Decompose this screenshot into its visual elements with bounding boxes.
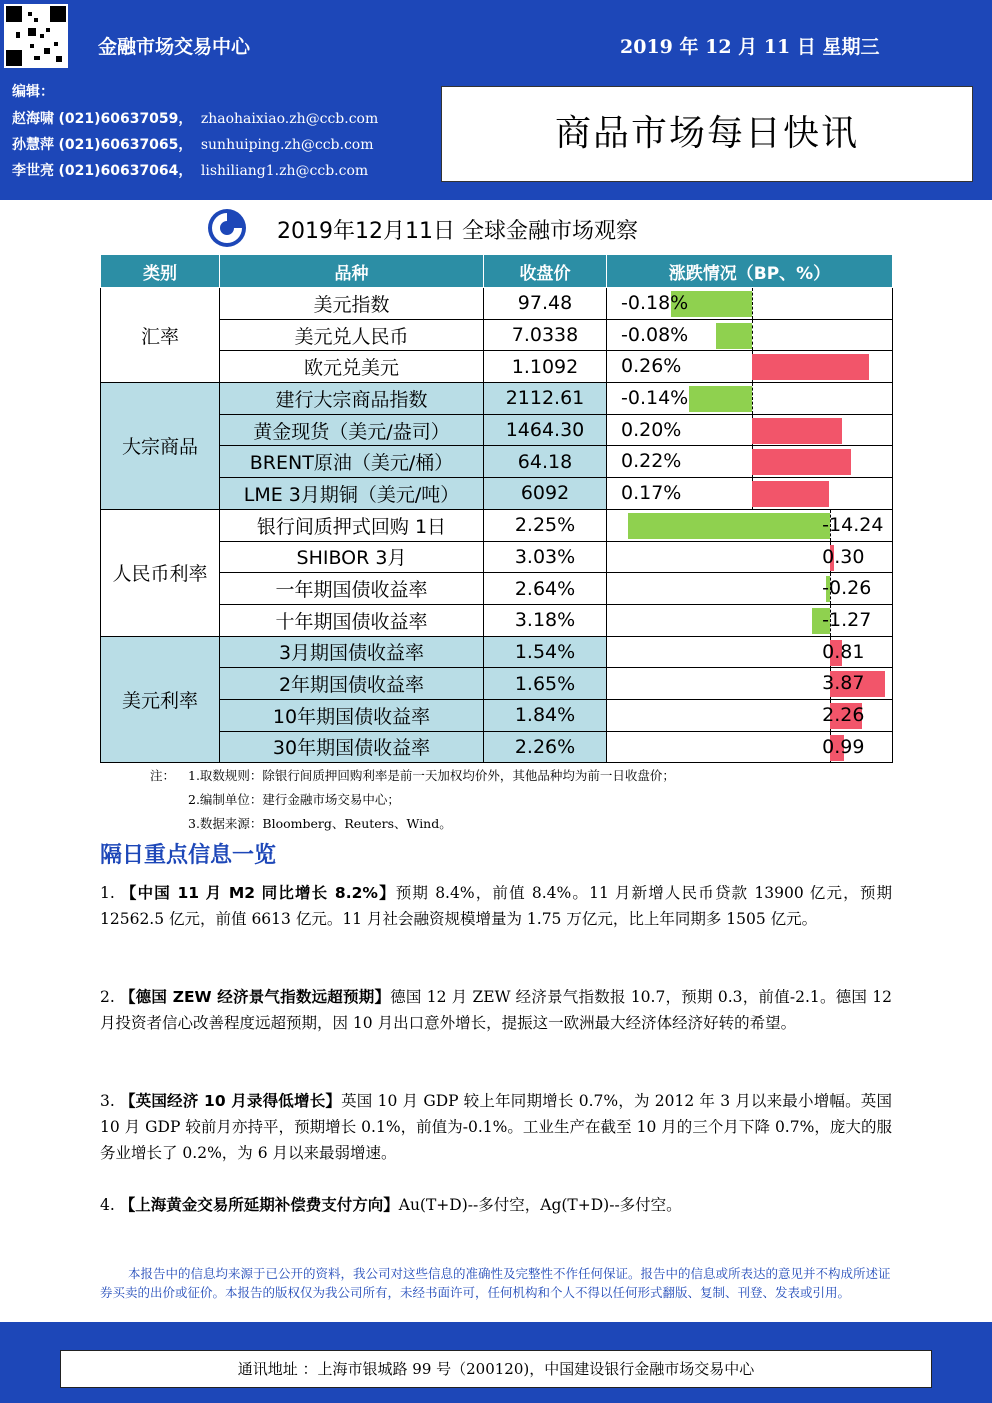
news-number: 4. (100, 1196, 115, 1214)
qr-module (30, 44, 34, 48)
news-headline: 【德国 ZEW 经济景气指数远超预期】 (119, 988, 391, 1006)
news-item (100, 1192, 892, 1218)
change-cell (607, 319, 893, 351)
change-cell (607, 383, 893, 415)
zero-axis (752, 383, 753, 414)
product-cell: LME 3月期铜（美元/吨） (220, 478, 484, 510)
change-value: 0.81 (822, 640, 865, 663)
news-item (100, 880, 892, 932)
category-cell: 汇率 (101, 288, 220, 383)
change-bar (716, 323, 752, 349)
change-cell (607, 636, 893, 668)
table-row (101, 509, 893, 541)
change-cell (607, 668, 893, 700)
report-title: 商品市场每日快讯 (554, 113, 859, 154)
qr-module (50, 6, 66, 22)
table-row (101, 383, 893, 415)
editor-email[interactable]: zhaohaixiao.zh@ccb.com (200, 111, 379, 127)
close-cell: 6092 (484, 478, 607, 510)
change-bar (752, 418, 842, 444)
editor-phone: (021)60637059， (58, 111, 193, 127)
qr-module (40, 34, 44, 38)
editor-email[interactable]: sunhuiping.zh@ccb.com (200, 137, 374, 153)
notes-lead: 注： (150, 768, 176, 783)
news-body: 英国 10 月 GDP 较上年同期增长 0.7%，为 2012 年 3 月以来最小增幅。英国 10 月 GDP 较前月亦持平，预期增长 0.1%，前值为-0.1%。工业生产在截至 10 月的三个月下降 0.7%，庞大的服务业增长了 0.2%，为 6 月以来最弱增速。 (100, 1092, 892, 1162)
change-value: 0.17% (621, 482, 682, 505)
qr-module (54, 42, 58, 46)
title-box (441, 86, 973, 182)
close-cell: 1.84% (484, 699, 607, 731)
change-bar (752, 354, 869, 380)
center-name: 金融市场交易中心 (98, 36, 251, 58)
market-title: 2019年12月11日 全球金融市场观察 (277, 219, 638, 244)
news-body: 德国 12 月 ZEW 经济景气指数报 10.7，预期 0.3，前值-2.1。德国 12 月投资者信心改善程度远超预期，因 10 月出口意外增长，提振这一欧洲最大经济体经济好转的希望。 (100, 988, 892, 1032)
change-value: -0.26 (822, 577, 872, 600)
change-value: -0.14% (621, 387, 689, 410)
product-cell: 建行大宗商品指数 (220, 383, 484, 415)
product-cell: 黄金现货（美元/盎司） (220, 414, 484, 446)
change-cell (607, 541, 893, 573)
category-cell: 人民币利率 (101, 509, 220, 636)
news-item (100, 984, 892, 1036)
qr-module (6, 50, 22, 66)
change-value: -14.24 (822, 513, 884, 536)
change-cell (607, 288, 893, 320)
close-cell: 2112.61 (484, 383, 607, 415)
qr-module (34, 18, 38, 22)
news-number: 1. (100, 884, 115, 902)
change-value: -1.27 (822, 608, 872, 631)
product-cell: BRENT原油（美元/桶） (220, 446, 484, 478)
note-item: 3.数据来源：Bloomberg、Reuters、Wind。 (188, 816, 452, 831)
product-cell: SHIBOR 3月 (220, 541, 484, 573)
close-cell: 1464.30 (484, 414, 607, 446)
bank-logo-icon (205, 208, 251, 248)
close-cell: 7.0338 (484, 319, 607, 351)
editor-line (12, 108, 378, 128)
table-header-row (101, 255, 893, 288)
close-cell: 2.64% (484, 573, 607, 605)
table-body (101, 288, 893, 763)
qr-module (44, 48, 50, 54)
table-row (101, 541, 893, 573)
change-cell (607, 414, 893, 446)
table-row (101, 478, 893, 510)
change-bar (752, 481, 829, 507)
product-cell: 美元指数 (220, 288, 484, 320)
news-body: Au(T+D)--多付空，Ag(T+D)--多付空。 (398, 1196, 682, 1214)
change-value: 0.22% (621, 450, 682, 473)
change-bar (689, 386, 752, 412)
qr-module (34, 56, 40, 60)
market-table (100, 254, 893, 763)
change-value: 0.26% (621, 355, 682, 378)
qr-module (28, 12, 32, 16)
category-cell: 大宗商品 (101, 383, 220, 510)
product-cell: 十年期国债收益率 (220, 604, 484, 636)
category-cell: 美元利率 (101, 636, 220, 763)
news-headline: 【中国 11 月 M2 同比增长 8.2%】 (120, 884, 396, 902)
change-bar (752, 449, 851, 475)
table-row (101, 414, 893, 446)
section-heading: 隔日重点信息一览 (100, 843, 277, 868)
news-number: 3. (100, 1092, 115, 1110)
table-row (101, 351, 893, 383)
editors-label: 编辑： (12, 84, 54, 100)
change-value: 0.20% (621, 418, 682, 441)
editor-email[interactable]: lishiliang1.zh@ccb.com (200, 163, 369, 179)
change-cell (607, 731, 893, 763)
header-close: 收盘价 (484, 255, 607, 288)
qr-module (16, 32, 20, 38)
table-row (101, 604, 893, 636)
news-number: 2. (100, 988, 115, 1006)
change-value: 0.99 (822, 735, 865, 758)
change-value: -0.18% (621, 292, 689, 314)
editor-phone: (021)60637064， (58, 163, 193, 179)
editor-phone: (021)60637065， (58, 137, 193, 153)
table-row (101, 699, 893, 731)
table-row (101, 573, 893, 605)
footer-box (60, 1350, 932, 1388)
change-cell (607, 699, 893, 731)
table-row (101, 319, 893, 351)
note-item: 2.编制单位：建行金融市场交易中心； (188, 792, 400, 807)
change-value: -0.08% (621, 323, 689, 346)
qr-module (56, 56, 62, 62)
change-bar (628, 513, 830, 539)
product-cell: 美元兑人民币 (220, 319, 484, 351)
news-headline: 【英国经济 10 月录得低增长】 (119, 1092, 342, 1110)
address: 通讯地址 ：上海市银城路 99 号（200120)，中国建设银行金融市场交易中心 (237, 1360, 755, 1378)
notes (150, 764, 675, 836)
table-row (101, 731, 893, 763)
editor-name: 赵海啸 (12, 111, 54, 127)
editor-line (12, 134, 374, 154)
close-cell: 1.65% (484, 668, 607, 700)
disclaimer: 本报告中的信息均来源于已公开的资料，我公司对这些信息的准确性及完整性不作任何保证。报告中的信息或所表达的意见并不构成所述证券买卖的出价或征价。本报告的版权仅为我公司所有，未经书面许可，任何机构和个人不得以任何形式翻版、复制、刊登、发表或引用。 (100, 1266, 891, 1300)
close-cell: 2.26% (484, 731, 607, 763)
product-cell: 欧元兑美元 (220, 351, 484, 383)
editor-name: 李世亮 (12, 163, 54, 179)
change-cell (607, 604, 893, 636)
table-row (101, 636, 893, 668)
close-cell: 1.54% (484, 636, 607, 668)
product-cell: 30年期国债收益率 (220, 731, 484, 763)
qr-module (46, 28, 50, 32)
change-cell (607, 446, 893, 478)
close-cell: 3.03% (484, 541, 607, 573)
change-value: 3.87 (822, 672, 865, 695)
zero-axis (752, 288, 753, 319)
report-date: 2019 年 12 月 11 日 星期三 (620, 36, 880, 58)
header-product: 品种 (220, 255, 484, 288)
close-cell: 3.18% (484, 604, 607, 636)
header-change: 涨跌情况（BP、%） (607, 255, 893, 288)
news-item (100, 1088, 892, 1166)
product-cell: 一年期国债收益率 (220, 573, 484, 605)
table-row (101, 288, 893, 320)
table-row (101, 446, 893, 478)
table-row (101, 668, 893, 700)
change-cell (607, 509, 893, 541)
change-value: 2.26 (822, 703, 865, 726)
zero-axis (752, 320, 753, 351)
news-body: 预期 8.4%，前值 8.4%。11 月新增人民币贷款 13900 亿元，预期 12562.5 亿元，前值 6613 亿元。11 月社会融资规模增量为 1.75 万亿元，比上年同期多 1505 亿元。 (100, 884, 892, 928)
product-cell: 银行间质押式回购 1日 (220, 509, 484, 541)
product-cell: 2年期国债收益率 (220, 668, 484, 700)
close-cell: 97.48 (484, 288, 607, 320)
change-cell (607, 478, 893, 510)
close-cell: 64.18 (484, 446, 607, 478)
qr-code (4, 4, 68, 68)
change-value: 0.30 (822, 545, 865, 568)
close-cell: 1.1092 (484, 351, 607, 383)
change-cell (607, 351, 893, 383)
editor-name: 孙慧萍 (12, 137, 54, 153)
header-category: 类别 (101, 255, 220, 288)
close-cell: 2.25% (484, 509, 607, 541)
qr-module (28, 28, 36, 36)
news-headline: 【上海黄金交易所延期补偿费支付方向】 (119, 1196, 399, 1214)
editor-line (12, 160, 368, 180)
product-cell: 3月期国债收益率 (220, 636, 484, 668)
product-cell: 10年期国债收益率 (220, 699, 484, 731)
header-band (0, 0, 992, 200)
change-cell (607, 573, 893, 605)
note-item: 1.取数规则：除银行间质押回购利率是前一天加权均价外，其他品种均为前一日收盘价； (188, 768, 675, 783)
qr-module (6, 6, 22, 22)
